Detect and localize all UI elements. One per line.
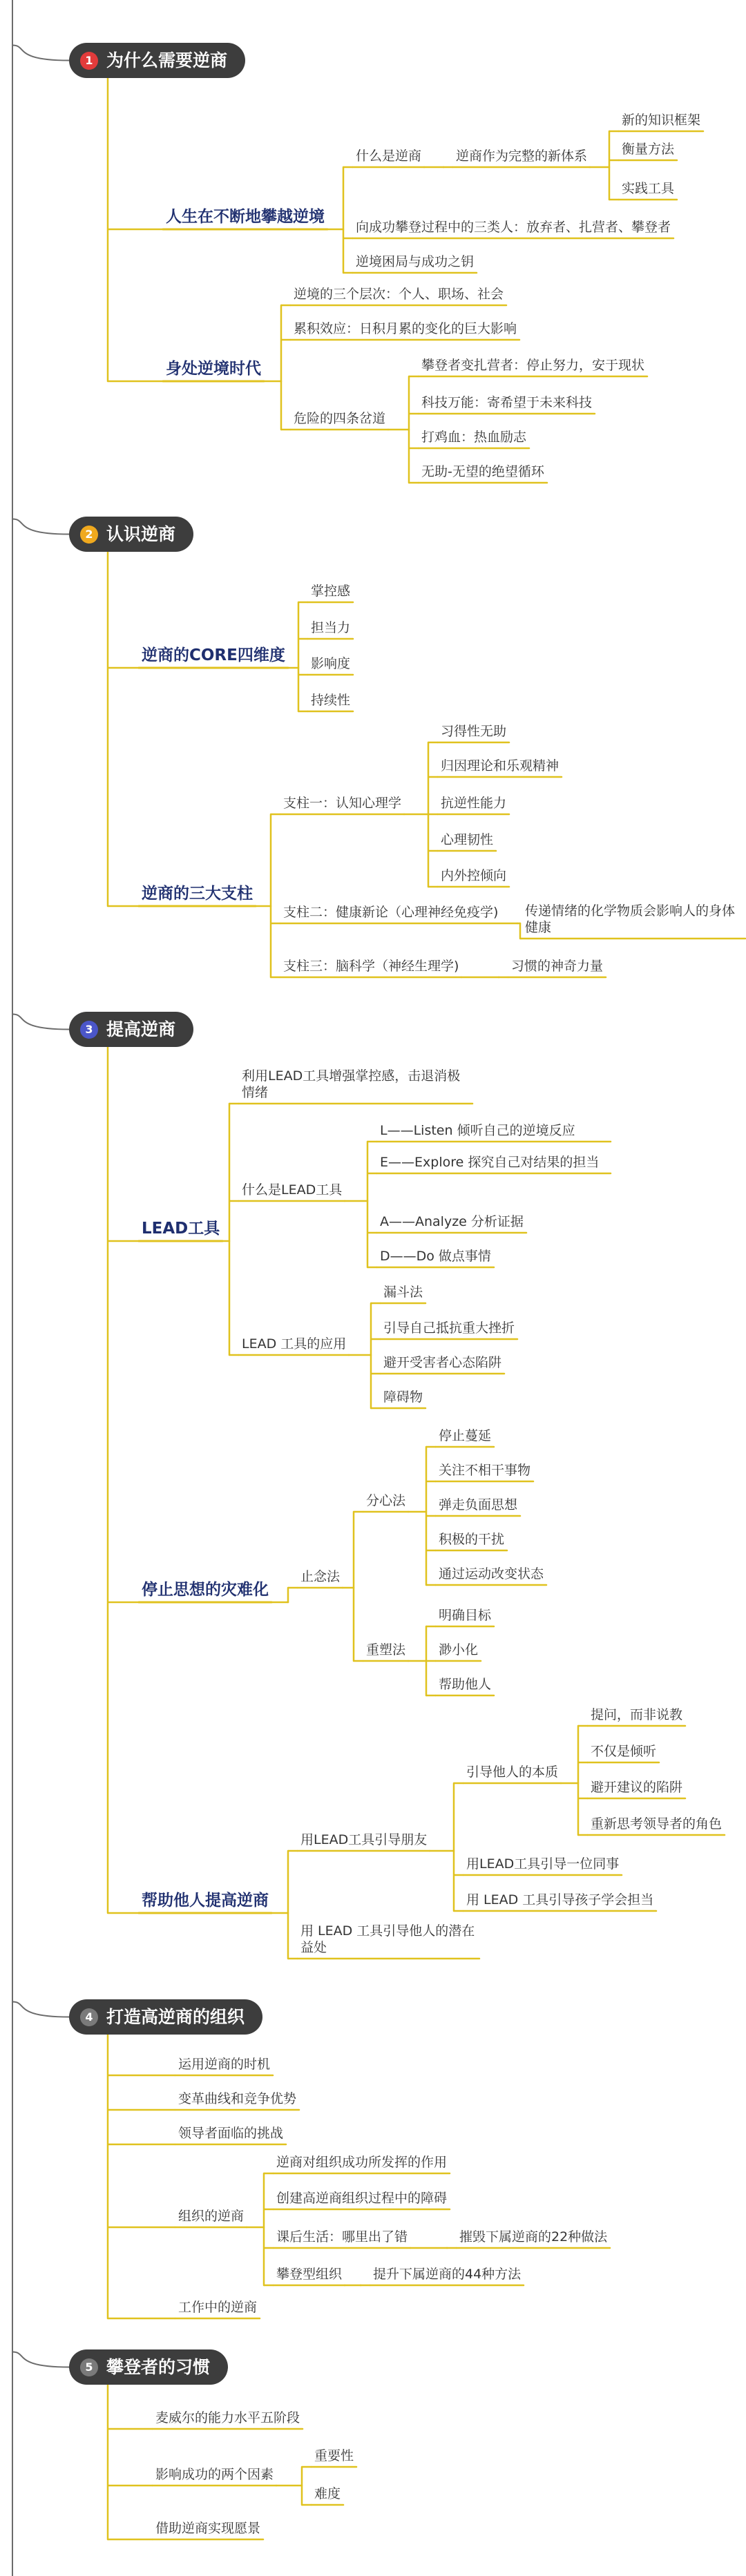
- section-number-badge: 4: [80, 2008, 98, 2026]
- s3-stop-method: 止念法: [300, 1569, 341, 1584]
- s3-potential: 用 LEAD 工具引导他人的潜在益处: [300, 1923, 475, 1955]
- s3-resist-setback: 引导自己抵抗重大挫折: [383, 1320, 515, 1336]
- s2-resilience: 心理韧性: [441, 832, 494, 847]
- s2-hardiness: 抗逆性能力: [441, 796, 507, 811]
- section-title: 认识逆商: [106, 524, 176, 544]
- s1-what-is-aq: 什么是逆商: [356, 148, 422, 164]
- s3-clear-goal: 明确目标: [439, 1608, 492, 1623]
- s3-reshape: 重塑法: [366, 1642, 406, 1657]
- s2-attribution: 归因理论和乐观精神: [441, 758, 560, 773]
- s5-five-stages: 麦威尔的能力水平五阶段: [155, 2410, 300, 2425]
- s2-locus: 内外控倾向: [441, 868, 507, 883]
- s3-lead-what: 什么是LEAD工具: [242, 1182, 343, 1198]
- s1-practice-tools: 实践工具: [622, 181, 675, 196]
- s1-key-to-success: 逆境困局与成功之钥: [356, 254, 475, 269]
- s3-advice-trap: 避开建议的陷阱: [591, 1780, 683, 1795]
- s3-bounce: 弹走负面思想: [439, 1497, 518, 1512]
- s3-guide-kids: 用 LEAD 工具引导孩子学会担当: [466, 1892, 654, 1907]
- s4-org-aq: 组织的逆商: [178, 2209, 245, 2224]
- s3-lead-apply: LEAD 工具的应用: [242, 1336, 347, 1352]
- s2-ownership: 担当力: [311, 620, 351, 635]
- s3-branch-lead: LEAD工具: [142, 1220, 220, 1238]
- s3-obstacle: 障碍物: [383, 1390, 423, 1405]
- section-number-badge: 1: [80, 52, 98, 70]
- s1-branch-era: 身处逆境时代: [166, 360, 261, 378]
- section-5-heading: [69, 2349, 228, 2385]
- s3-branch-help: 帮助他人提高逆商: [142, 1892, 269, 1910]
- s1-three-levels: 逆境的三个层次：个人、职场、社会: [294, 287, 504, 302]
- s3-lead-e: E——Explore 探究自己对结果的担当: [380, 1155, 600, 1170]
- section-title: 提高逆商: [106, 1019, 176, 1039]
- s4-curve: 变革曲线和竞争优势: [178, 2091, 297, 2106]
- s3-split-method: 分心法: [366, 1493, 406, 1508]
- s3-rethink-leader: 重新思考领导者的角色: [591, 1816, 723, 1832]
- section-1-heading: [69, 43, 245, 78]
- s1-measure-method: 衡量方法: [622, 142, 675, 157]
- s2-habit: 习惯的神奇力量: [511, 959, 604, 974]
- s3-funnel: 漏斗法: [383, 1285, 423, 1300]
- s2-control: 掌控感: [311, 584, 351, 599]
- s2-endurance: 持续性: [311, 693, 351, 708]
- s3-guide-nature: 引导他人的本质: [466, 1765, 559, 1780]
- s3-stop-spread: 停止蔓延: [439, 1428, 492, 1443]
- s3-victim-trap: 避开受害者心态陷阱: [383, 1355, 502, 1370]
- section-title: 攀登者的习惯: [106, 2357, 211, 2377]
- s1-accum-effect: 累积效应：日积月累的变化的巨大影响: [294, 321, 517, 336]
- s3-not-only-listen: 不仅是倾听: [591, 1744, 657, 1759]
- s1-fork-4: 无助-无望的绝望循环: [421, 464, 544, 479]
- s5-difficulty: 难度: [314, 2486, 341, 2501]
- section-number-badge: 3: [80, 1021, 98, 1039]
- s4-improve-44: 提升下属逆商的44种方法: [373, 2267, 522, 2282]
- s4-after-class: 课后生活：哪里出了错: [276, 2229, 408, 2245]
- s1-knowledge-frame: 新的知识框架: [622, 113, 701, 128]
- s4-destroy-22: 摧毁下属逆商的22种做法: [459, 2229, 608, 2245]
- s3-ask: 提问，而非说教: [591, 1707, 683, 1722]
- s3-guide-colleague: 用LEAD工具引导一位同事: [466, 1856, 620, 1872]
- s2-learned-helpless: 习得性无助: [441, 724, 507, 739]
- s3-interference: 积极的干扰: [439, 1532, 505, 1547]
- s2-branch-core: 逆商的CORE四维度: [142, 646, 285, 664]
- s2-pillar-1: 支柱一：认知心理学: [283, 796, 402, 811]
- s2-reach: 影响度: [311, 656, 351, 671]
- s3-minimize: 渺小化: [439, 1642, 479, 1657]
- s3-lead-use: 利用LEAD工具增强掌控感，击退消极情绪: [242, 1068, 461, 1100]
- s3-unrelated: 关注不相干事物: [439, 1463, 531, 1478]
- s3-exercise: 通过运动改变状态: [439, 1566, 544, 1582]
- s5-two-factors: 影响成功的两个因素: [155, 2467, 274, 2482]
- s3-lead-a: A——Analyze 分析证据: [380, 1214, 524, 1229]
- s4-org-role: 逆商对组织成功所发挥的作用: [276, 2155, 448, 2170]
- section-2-heading: [69, 517, 193, 552]
- s4-leaders: 领导者面临的挑战: [178, 2126, 284, 2141]
- section-3-heading: [69, 1012, 193, 1047]
- s5-realize-vision: 借助逆商实现愿景: [155, 2521, 261, 2536]
- s2-pillar-2: 支柱二：健康新论（心理神经免疫学): [283, 905, 499, 920]
- s1-fork-3: 打鸡血：热血励志: [421, 430, 527, 445]
- section-title: 为什么需要逆商: [106, 50, 228, 70]
- section-4-heading: [69, 1999, 262, 2035]
- section-title: 打造高逆商的组织: [106, 2007, 245, 2027]
- section-number-badge: 5: [80, 2358, 98, 2376]
- s4-climbing-org: 攀登型组织: [276, 2267, 343, 2282]
- s3-help-others: 帮助他人: [439, 1677, 492, 1692]
- s3-branch-catastrophe: 停止思想的灾难化: [142, 1581, 269, 1599]
- s1-fork-2: 科技万能：寄希望于未来科技: [421, 395, 593, 410]
- s2-chem: 传递情绪的化学物质会影响人的身体健康: [525, 903, 736, 935]
- s1-branch-adversity: 人生在不断地攀越逆境: [166, 208, 325, 226]
- s4-timing: 运用逆商的时机: [178, 2057, 271, 2072]
- s2-branch-pillars: 逆商的三大支柱: [142, 885, 253, 903]
- s2-pillar-3: 支柱三：脑科学（神经生理学): [283, 959, 459, 974]
- section-number-badge: 2: [80, 526, 98, 544]
- s3-lead-d: D——Do 做点事情: [380, 1249, 491, 1264]
- s3-guide-friends: 用LEAD工具引导朋友: [300, 1832, 428, 1847]
- s1-aq-system: 逆商作为完整的新体系: [456, 148, 588, 164]
- s1-three-types: 向成功攀登过程中的三类人：放弃者、扎营者、攀登者: [356, 220, 671, 235]
- s3-lead-l: L——Listen 倾听自己的逆境反应: [380, 1123, 575, 1138]
- s1-four-forks: 危险的四条岔道: [294, 411, 386, 426]
- s4-work-aq: 工作中的逆商: [178, 2300, 258, 2315]
- s4-org-barrier: 创建高逆商组织过程中的障碍: [276, 2191, 448, 2206]
- s5-importance: 重要性: [314, 2448, 354, 2463]
- s1-fork-1: 攀登者变扎营者：停止努力，安于现状: [421, 358, 645, 373]
